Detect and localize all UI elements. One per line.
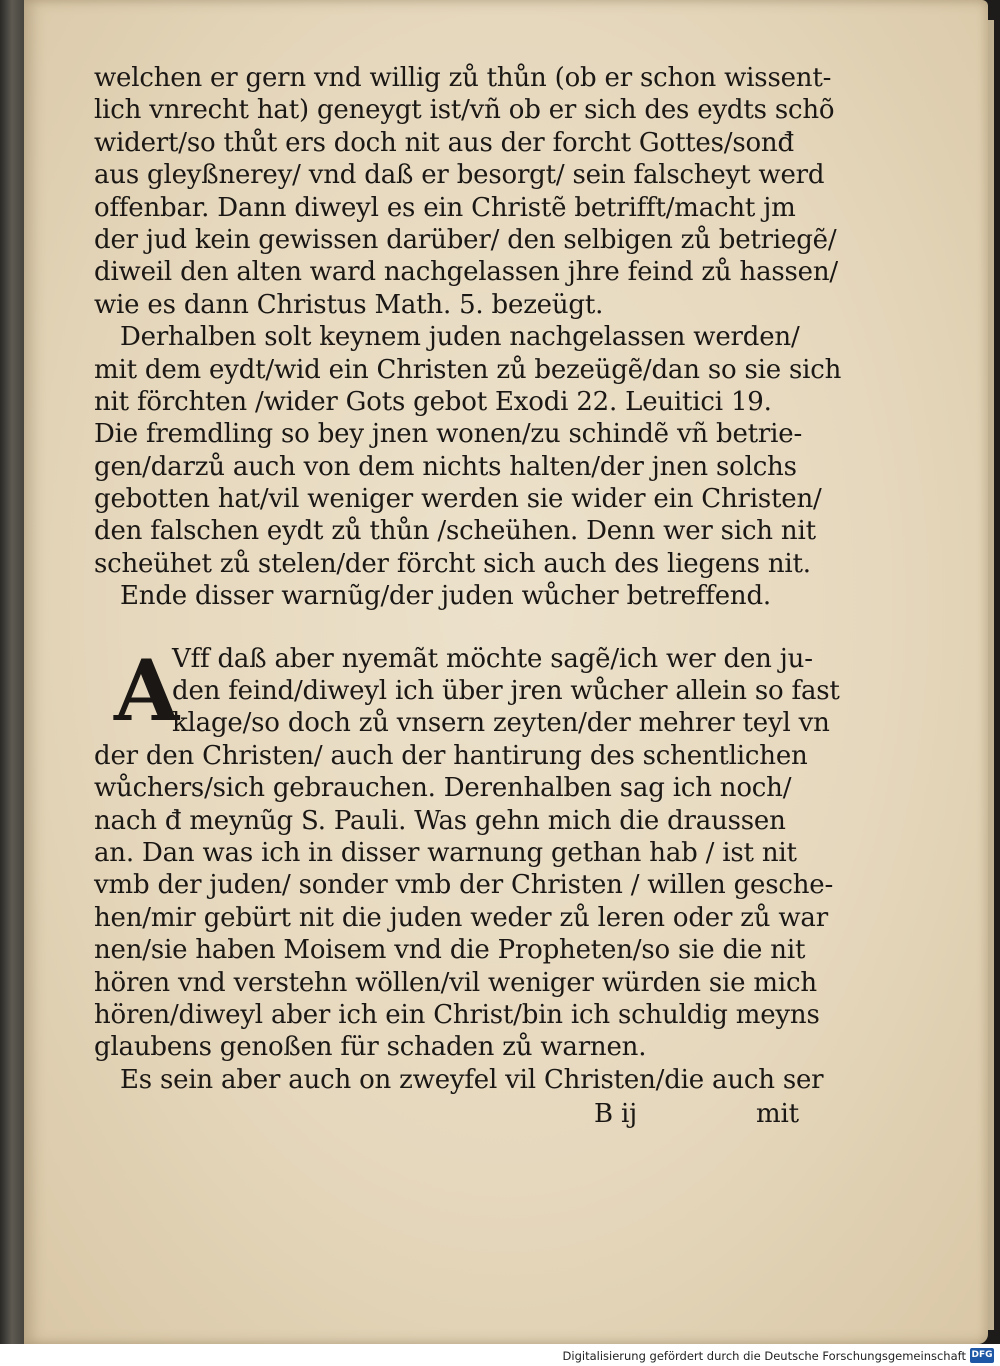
paragraph-3 [94, 640, 840, 1064]
text-line: gen/darzů auch von dem nichts halten/der jnen solchs [94, 451, 797, 482]
text-line: klage/so doch zů vnsern zeyten/der mehrer teyl vn [172, 708, 830, 739]
text-line: widert/so thůt ers doch nit aus der forcht Gottes/sonđ [94, 127, 794, 158]
credit-bar [0, 1344, 1000, 1366]
text-line: nit förchten /wider Gots gebot Exodi 22. Leuitici 19. [94, 386, 772, 417]
text-line: nach đ meynũg S. Pauli. Was gehn mich die draussen [94, 805, 786, 836]
section-gap [94, 613, 834, 643]
text-line: Vff daß aber nyemãt möchte sagẽ/ich wer den ju- [172, 643, 813, 674]
text-line: aus gleyßnerey/ vnd daß er besorgt/ sein falscheyt werd [94, 160, 825, 191]
text-line: offenbar. Dann diweyl es ein Christẽ betrifft/macht jm [94, 192, 796, 223]
page-text [94, 62, 842, 1132]
credit-text: Digitalisierung gefördert durch die Deutsche Forschungsgemeinschaft [562, 1349, 966, 1363]
text-line: gebotten hat/vil weniger werden sie wider ein Christen/ [94, 484, 822, 515]
ending-line: Ende disser warnũg/der juden wůcher betreffend. [120, 581, 771, 612]
decorated-initial: A [114, 640, 179, 740]
text-line: nen/sie haben Moisem vnd die Propheten/so sie die nit [94, 935, 806, 966]
text-line: wůchers/sich gebrauchen. Derenhalben sag ich noch/ [94, 773, 792, 804]
signature-mark: B ij [594, 1099, 637, 1130]
text-line: an. Dan was ich in disser warnung gethan hab / ist nit [94, 837, 797, 868]
text-line: scheühet zů stelen/der förcht sich auch des liegens nit. [94, 548, 811, 579]
paragraph-1 [94, 62, 838, 321]
text-line: hören vnd verstehn wöllen/vil weniger würden sie mich [94, 967, 817, 998]
page-footer [94, 1098, 834, 1132]
page-edge [988, 20, 994, 1330]
text-line: Es sein aber auch on zweyfel vil Christen/die auch ser [120, 1064, 824, 1095]
text-line: Die fremdling so bey jnen wonen/zu schindẽ vñ betrie- [94, 419, 803, 450]
text-line: den feind/diweyl ich über jren wůcher allein so fast [172, 676, 840, 707]
dfg-logo: DFG [970, 1348, 994, 1363]
paragraph-2 [94, 321, 842, 580]
text-line: wie es dann Christus Math. 5. bezeügt. [94, 289, 604, 320]
text-line: glaubens genoßen für schaden zů warnen. [94, 1032, 647, 1063]
text-line: welchen er gern vnd willig zů thůn (ob er schon wissent- [94, 63, 832, 93]
book-page [24, 0, 988, 1344]
text-line: diweil den alten ward nachgelassen jhre feind zů hassen/ [94, 257, 838, 288]
text-line: lich vnrecht hat) geneygt ist/vñ ob er sich des eydts schõ [94, 95, 835, 126]
text-line: mit dem eydt/wid ein Christen zů bezeügẽ/dan so sie sich [94, 354, 842, 385]
text-line: den falschen eydt zů thůn /scheühen. Denn wer sich nit [94, 516, 816, 547]
text-line: vmb der juden/ sonder vmb der Christen / willen gesche- [94, 870, 834, 901]
text-line: hören/diweyl aber ich ein Christ/bin ich schuldig meyns [94, 999, 820, 1030]
catchword: mit [756, 1099, 799, 1130]
text-line: Derhalben solt keynem juden nachgelassen werden/ [120, 322, 800, 353]
text-line: der den Christen/ auch der hantirung des schentlichen [94, 740, 808, 771]
text-line: hen/mir gebürt nit die juden weder zů leren oder zů war [94, 902, 828, 933]
text-line: der jud kein gewissen darüber/ den selbigen zů betriegẽ/ [94, 224, 837, 255]
